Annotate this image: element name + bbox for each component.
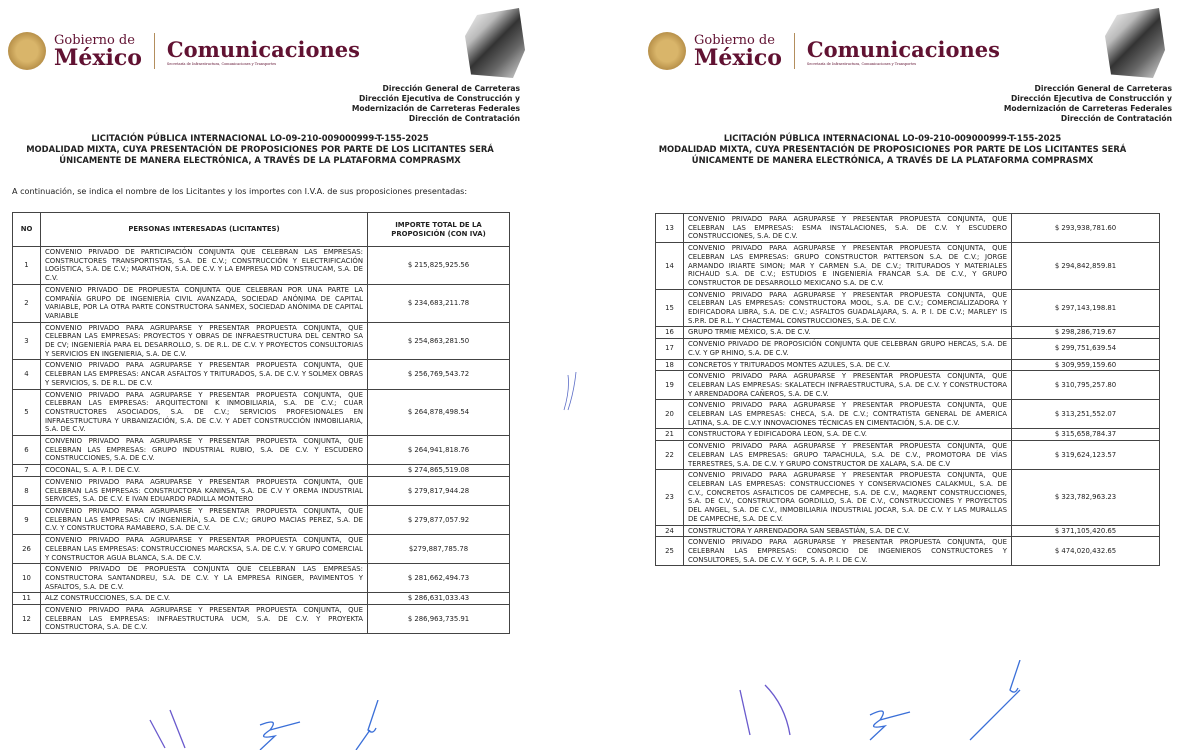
- agency-subtitle: Secretaría de Infraestructura, Comunicaciones y Transportes: [806, 61, 917, 66]
- table-row: [656, 441, 1160, 470]
- bidder-name: CONVENIO PRIVADO DE PROPOSICIÓN CONJUNTA QUE CELEBRAN GRUPO HERCAS, S.A. DE C.V. Y GP RHINO, S.A. DE C.V.: [684, 339, 1012, 359]
- logo-divider: [154, 33, 155, 69]
- bidder-name: CONVENIO PRIVADO PARA AGRUPARSE Y PRESENTAR PROPUESTA CONJUNTA, QUE CELEBRAN LAS EMPRESAS: GRUPO TAPACHULA, S.A. DE C.V., PROMOTORA DE VÍAS TERRESTRES, S.A. DE C.V. Y GRUPO CONSTRUCTOR DE XALAPA, S.A. DE C.V: [684, 441, 1012, 470]
- bid-amount: $ 371,105,420.65: [1012, 525, 1160, 537]
- bid-amount: $ 474,020,432.65: [1012, 537, 1160, 566]
- row-number: 10: [13, 564, 41, 593]
- gob-line1: Gobierno de: [694, 32, 775, 48]
- bid-amount: $ 309,959,159.60: [1012, 359, 1160, 371]
- table-row: [656, 525, 1160, 537]
- bidder-name: COCONAL, S. A. P. I. DE C.V.: [41, 465, 368, 477]
- row-number: 26: [13, 535, 41, 564]
- row-number: 14: [656, 243, 684, 290]
- directorate-line: Dirección Ejecutiva de Construcción y: [358, 94, 520, 103]
- table-row: [13, 535, 510, 564]
- directorate-line: Dirección General de Carreteras: [382, 84, 520, 93]
- national-seal-icon: [8, 32, 46, 70]
- table-row: [13, 389, 510, 436]
- title-line: LICITACIÓN PÚBLICA INTERNACIONAL LO-09-210-009000999-T-155-2025: [91, 133, 429, 143]
- bidder-name: CONVENIO PRIVADO DE PARTICIPACIÓN CONJUNTA QUE CELEBRAN LAS EMPRESAS: CONSTRUCTORES TRANSPORTISTAS, S.A. DE C.V.; CONSTRUCCIÓN Y ELECTRIFICACIÓN LOGÍSTICA, S.A. DE C.V.; MARATHON, S.A. DE C.V. Y LA EMPRESA MD CONSTRUCAM, S.A. DE C.V.: [41, 247, 368, 285]
- table-row: [13, 360, 510, 389]
- row-number: 20: [656, 400, 684, 429]
- bidder-name: CONVENIO PRIVADO PARA AGRUPARSE Y PRESENTAR PROPUESTA CONJUNTA, QUE CELEBRAN LAS EMPRESAS: PROYECTOS Y OBRAS DE INFRAESTRUCTURA DEL CENTRO SA DE CV; INGENIERÍA PARA EL DESARROLLO, S. DE R.L. DE C.V. Y PROYECTOS CONSULTORIAS Y SERVICIOS EN INGENIERIA, S.A. DE C.V.: [41, 322, 368, 360]
- row-number: 8: [13, 476, 41, 505]
- row-number: 11: [13, 593, 41, 605]
- table-row: [656, 289, 1160, 327]
- bidder-name: CONVENIO PRIVADO PARA AGRUPARSE Y PRESENTAR PROPUESTA CONJUNTA, QUE CELEBRAN LAS EMPRESAS: CHECA, S.A. DE C.V.; CONTRATISTA GENERAL DE AMERICA LATINA, S.A. DE C.V.Y INNOVACIONES TÉCNICAS EN CIMENTACIÓN, S.A. DE C.V.: [684, 400, 1012, 429]
- row-number: 17: [656, 339, 684, 359]
- row-number: 6: [13, 436, 41, 465]
- row-number: 1: [13, 247, 41, 285]
- bid-amount: $ 313,251,552.07: [1012, 400, 1160, 429]
- table-row: [13, 505, 510, 534]
- bidder-name: CONVENIO PRIVADO PARA AGRUPARSE Y PRESENTAR PROPUESTA CONJUNTA, QUE CELEBRAN LAS EMPRESAS: CONSTRUCCIONES MARCKSA, S.A. DE C.V. Y GRUPO COMERCIAL Y CONSTRUCTOR AGUA BLANCA, S.A. DE C.V.: [41, 535, 368, 564]
- bidder-name: CONVENIO PRIVADO PARA AGRUPARSE Y PRESENTAR PROPUESTA CONJUNTA, QUE CELEBRAN LAS EMPRESAS: CONSORCIO DE INGENIEROS CONSTRUCTORES Y CONSULTORES, S.A. DE C.V. Y GCP, S. A. P. I. DE C.V.: [684, 537, 1012, 566]
- bid-amount: $ 256,769,543.72: [368, 360, 510, 389]
- gob-line2: México: [54, 44, 142, 71]
- gob-line1: Gobierno de: [54, 32, 135, 48]
- bid-amount: $ 323,782,963.23: [1012, 470, 1160, 525]
- bid-amount: $ 310,795,257.80: [1012, 371, 1160, 400]
- row-number: 16: [656, 327, 684, 339]
- title-line: ÚNICAMENTE DE MANERA ELECTRÓNICA, A TRAVÉS DE LA PLATAFORMA COMPRASMX: [691, 155, 1094, 165]
- gob-line2: México: [694, 44, 782, 71]
- table-row: [656, 359, 1160, 371]
- bidder-name: CONSTRUCTORA Y EDIFICADORA LEON, S.A. DE C.V.: [684, 429, 1012, 441]
- bidder-name: CONCRETOS Y TRITURADOS MONTES AZULES, S.A. DE C.V.: [684, 359, 1012, 371]
- table-row: [13, 465, 510, 477]
- row-number: 15: [656, 289, 684, 327]
- directorate-line: Dirección de Contratación: [408, 114, 520, 123]
- table-row: [656, 339, 1160, 359]
- header-no: NO: [13, 213, 41, 247]
- bid-amount: $ 254,863,281.50: [368, 322, 510, 360]
- table-row: [13, 605, 510, 634]
- bidder-name: CONVENIO PRIVADO PARA AGRUPARSE Y PRESENTAR PROPUESTA CONJUNTA, QUE CELEBRAN LAS EMPRESAS: SKALATECH INFRAESTRUCTURA, S.A. DE C.V. Y CONSTRUCTORA Y ARRENDADORA CAÑEROS, S.A. DE C.V.: [684, 371, 1012, 400]
- bid-amount: $ 264,878,498.54: [368, 389, 510, 436]
- logo-divider: [794, 33, 795, 69]
- header-amount: IMPORTE TOTAL DE LA PROPOSICIÓN (CON IVA): [368, 213, 510, 247]
- title-line: ÚNICAMENTE DE MANERA ELECTRÓNICA, A TRAVÉS DE LA PLATAFORMA COMPRASMX: [59, 155, 461, 165]
- table-row: [656, 214, 1160, 243]
- table-row: [13, 593, 510, 605]
- agency-subtitle: Secretaría de Infraestructura, Comunicaciones y Transportes: [166, 61, 277, 66]
- row-number: 24: [656, 525, 684, 537]
- table-row: [13, 247, 510, 285]
- bid-amount: $ 294,842,859.81: [1012, 243, 1160, 290]
- bidder-name: CONVENIO PRIVADO DE PROPUESTA CONJUNTA QUE CELEBRAN POR UNA PARTE LA COMPAÑÍA GRUPO DE INGENIERÍA CIVIL AVANZADA, SOCIEDAD ANÓNIMA DE CAPITAL VARIABLE, POR LA OTRA PARTE CONSTRUCTORA SANMEX, SOCIEDAD ANÓNIMA DE CAPITAL VARIABLE: [41, 284, 368, 322]
- directorate-line: Dirección de Contratación: [1060, 114, 1172, 123]
- bid-amount: $ 298,286,719.67: [1012, 327, 1160, 339]
- row-number: 13: [656, 214, 684, 243]
- table-row: [13, 436, 510, 465]
- heroine-emblem-icon: [1105, 8, 1165, 78]
- signatures-icon: [130, 700, 390, 750]
- bid-amount: $ 234,683,211.78: [368, 284, 510, 322]
- table-row: [656, 371, 1160, 400]
- bid-amount: $ 319,624,123.57: [1012, 441, 1160, 470]
- bidder-name: CONVENIO PRIVADO PARA AGRUPARSE Y PRESENTAR PROPUESTA CONJUNTA, QUE CELEBRAN LAS EMPRESAS: ARQUITECTONI K INMOBILIARIA, S.A. DE C.V.; CUAR CONSTRUCTORES ASOCIADOS, S.A. DE C.V.; SERVICIOS PROFESIONALES EN INFRAESTRUCTURA Y URBANIZACIÓN, S.A. DE C.V. Y ADET CONSTRUCCIÓN INMOBILIARIA, S.A. DE C.V.: [41, 389, 368, 436]
- table-row: [13, 476, 510, 505]
- row-number: 2: [13, 284, 41, 322]
- bidder-name: CONSTRUCTORA Y ARRENDADORA SAN SEBASTIÁN, S.A. DE C.V.: [684, 525, 1012, 537]
- table-row: [656, 243, 1160, 290]
- bidder-name: CONVENIO PRIVADO PARA AGRUPARSE Y PRESENTAR PROPUESTA CONJUNTA, QUE CELEBRAN LAS EMPRESAS: GRUPO INDUSTRIAL RUBIO, S.A. DE C.V. Y ESCUDERO CONSTRUCCIONES, S.A. DE C.V.: [41, 436, 368, 465]
- bid-amount: $ 215,825,925.56: [368, 247, 510, 285]
- bidder-name: ALZ CONSTRUCCIONES, S.A. DE C.V.: [41, 593, 368, 605]
- header-bidders: PERSONAS INTERESADAS (LICITANTES): [41, 213, 368, 247]
- bid-amount: $ 286,963,735.91: [368, 605, 510, 634]
- bid-amount: $ 274,865,519.08: [368, 465, 510, 477]
- bid-amount: $ 264,941,818.76: [368, 436, 510, 465]
- document-page-1: [0, 0, 560, 750]
- bid-amount: $279,887,785.78: [368, 535, 510, 564]
- government-logo: [648, 32, 1000, 70]
- heroine-emblem-icon: [465, 8, 525, 78]
- row-number: 21: [656, 429, 684, 441]
- bidder-name: CONVENIO PRIVADO PARA AGRUPARSE Y PRESENTAR PROPUESTA CONJUNTA, QUE CELEBRAN LAS EMPRESAS: ESMA INSTALACIONES, S.A. DE C.V. Y ESCUDERO CONSTRUCCIONES, S.A. DE C.V.: [684, 214, 1012, 243]
- bidder-name: CONVENIO PRIVADO PARA AGRUPARSE Y PRESENTAR PROPUESTA CONJUNTA, QUE CELEBRAN LAS EMPRESAS: CONSTRUCTORA KANINSA, S.A. DE C.V Y OREMA INDUSTRIAL SERVICES, S.A. DE C.V. E IVAN EDUARDO PADILLA MONTERO: [41, 476, 368, 505]
- title-line: MODALIDAD MIXTA, CUYA PRESENTACIÓN DE PROPOSICIONES POR PARTE DE LOS LICITANTES SERÁ: [658, 144, 1127, 154]
- bid-amount: $ 293,938,781.60: [1012, 214, 1160, 243]
- margin-signature-icon: [560, 370, 580, 420]
- bid-amount: $ 315,658,784.37: [1012, 429, 1160, 441]
- directorate-line: Modernización de Carreteras Federales: [351, 104, 520, 113]
- bidders-table-page-1: [12, 212, 510, 634]
- title-line: LICITACIÓN PÚBLICA INTERNACIONAL LO-09-210-009000999-T-155-2025: [723, 133, 1062, 143]
- table-row: [656, 327, 1160, 339]
- directorate-block: [1004, 84, 1172, 124]
- row-number: 12: [13, 605, 41, 634]
- row-number: 22: [656, 441, 684, 470]
- tender-title: [0, 133, 520, 166]
- table-row: [656, 537, 1160, 566]
- row-number: 19: [656, 371, 684, 400]
- table-row: [656, 429, 1160, 441]
- bid-amount: $ 297,143,198.81: [1012, 289, 1160, 327]
- table-row: [656, 470, 1160, 525]
- directorate-block: [352, 84, 520, 124]
- row-number: 9: [13, 505, 41, 534]
- bidder-name: CONVENIO PRIVADO PARA AGRUPARSE Y PRESENTAR PROPUESTA CONJUNTA, QUE CELEBRAN LAS EMPRESAS: ANCAR ASFALTOS Y TRITURADOS, S.A. DE C.V. Y SOLMEX OBRAS Y SERVICIOS, S. DE R.L. DE C.V.: [41, 360, 368, 389]
- row-number: 7: [13, 465, 41, 477]
- table-row: [656, 400, 1160, 429]
- bidder-name: GRUPO TRMIE MÉXICO, S.A. DE C.V.: [684, 327, 1012, 339]
- row-number: 3: [13, 322, 41, 360]
- bidder-name: CONVENIO PRIVADO PARA AGRUPARSE Y PRESENTAR PROPUESTA CONJUNTA, QUE CELEBRAN LAS EMPRESAS: CONSTRUCCIONES Y CONSERVACIONES CALAKMUL, S.A. DE C.V., CONCRETOS ASFALTICOS DE CAMPECHE, S.A. DE C.V., MAQRENT CONSTRUCCIONES, S.A. DE C.V., CONSTRUCTORA GORDILLO, S.A. DE C.V., CONSTRUCCIONES Y PROYECTOS DEL ANGEL, S.A. DE C.V., INMOBILIARIA INDUSTRIAL JOCAR, S.A. DE C.V. Y LAS MURALLAS DE CAMPECHE, S.A. DE C.V.: [684, 470, 1012, 525]
- bidders-table-page-2: [655, 213, 1160, 566]
- title-line: MODALIDAD MIXTA, CUYA PRESENTACIÓN DE PROPOSICIONES POR PARTE DE LOS LICITANTES SERÁ: [26, 144, 494, 154]
- table-row: [13, 322, 510, 360]
- table-row: [13, 564, 510, 593]
- intro-text: A continuación, se indica el nombre de los Licitantes y los importes con I.V.A. de sus proposiciones presentadas:: [12, 186, 468, 196]
- bid-amount: $ 281,662,494.73: [368, 564, 510, 593]
- bid-amount: $ 279,817,944.28: [368, 476, 510, 505]
- bidder-name: CONVENIO PRIVADO PARA AGRUPARSE Y PRESENTAR PROPUESTA CONJUNTA, QUE CELEBRAN LAS EMPRESAS: CIV INGENIERÍA, S.A. DE C.V.; GRUPO MACIAS PEREZ, S.A. DE C.V. Y CONSTRUCTORA RAMABERO, S.A. DE C.V.: [41, 505, 368, 534]
- row-number: 23: [656, 470, 684, 525]
- bid-amount: $ 286,631,033.43: [368, 593, 510, 605]
- row-number: 5: [13, 389, 41, 436]
- agency-title: Comunicaciones: [806, 36, 1000, 62]
- document-page-2: [640, 0, 1200, 750]
- row-number: 25: [656, 537, 684, 566]
- bid-amount: $ 299,751,639.54: [1012, 339, 1160, 359]
- agency-title: Comunicaciones: [166, 36, 360, 62]
- row-number: 4: [13, 360, 41, 389]
- directorate-line: Dirección General de Carreteras: [1034, 84, 1172, 93]
- signatures-icon: [720, 660, 1080, 750]
- row-number: 18: [656, 359, 684, 371]
- government-logo: [8, 32, 360, 70]
- bid-amount: $ 279,877,057.92: [368, 505, 510, 534]
- national-seal-icon: [648, 32, 686, 70]
- directorate-line: Dirección Ejecutiva de Construcción y: [1010, 94, 1172, 103]
- bidder-name: CONVENIO PRIVADO PARA AGRUPARSE Y PRESENTAR PROPUESTA CONJUNTA, QUE CELEBRAN LAS EMPRESAS: CONSTRUCTORA MOOL, S.A. DE C.V.; COMERCIALIZADORA Y EDIFICADORA LIBRA, S.A. DE C.V.; ASFALTOS GUADALAJARA, S. A. P. I. DE C.V.; MARLEY' IS S.P.R. DE R.L. Y CHACTEMAL CONSTRUCCIONES, S.A. DE C.V.: [684, 289, 1012, 327]
- tender-title: [640, 133, 1145, 166]
- directorate-line: Modernización de Carreteras Federales: [1003, 104, 1172, 113]
- bidder-name: CONVENIO PRIVADO DE PROPUESTA CONJUNTA QUE CELEBRAN LAS EMPRESAS: CONSTRUCTORA SANTANDREU, S.A. DE C.V. Y LA EMPRESA RINGER, PAVIMENTOS Y ASFALTOS, S.A. DE C.V.: [41, 564, 368, 593]
- bidder-name: CONVENIO PRIVADO PARA AGRUPARSE Y PRESENTAR PROPUESTA CONJUNTA, QUE CELEBRAN LAS EMPRESAS: GRUPO CONSTRUCTOR PATTERSON S.A. DE C.V.; JORGE ARMANDO IRIARTE SIMON; MAR Y CARMEN S.A. DE C.V.; TRITURADOS Y MATERIALES RICHAUD S.A. DE C.V.; ESTUDIOS E INGENIERÍA FRANCAR S.A. DE C.V., Y GRUPO CONSTRUCTOR DE DESARROLLO MEXICANO S.A. DE C.V.: [684, 243, 1012, 290]
- table-row: [13, 284, 510, 322]
- bidder-name: CONVENIO PRIVADO PARA AGRUPARSE Y PRESENTAR PROPUESTA CONJUNTA, QUE CELEBRAN LAS EMPRESAS: INFRAESTRUCTURA UCM, S.A. DE C.V. Y PROYEKTA CONSTRUCTORA, S.A. DE C.V.: [41, 605, 368, 634]
